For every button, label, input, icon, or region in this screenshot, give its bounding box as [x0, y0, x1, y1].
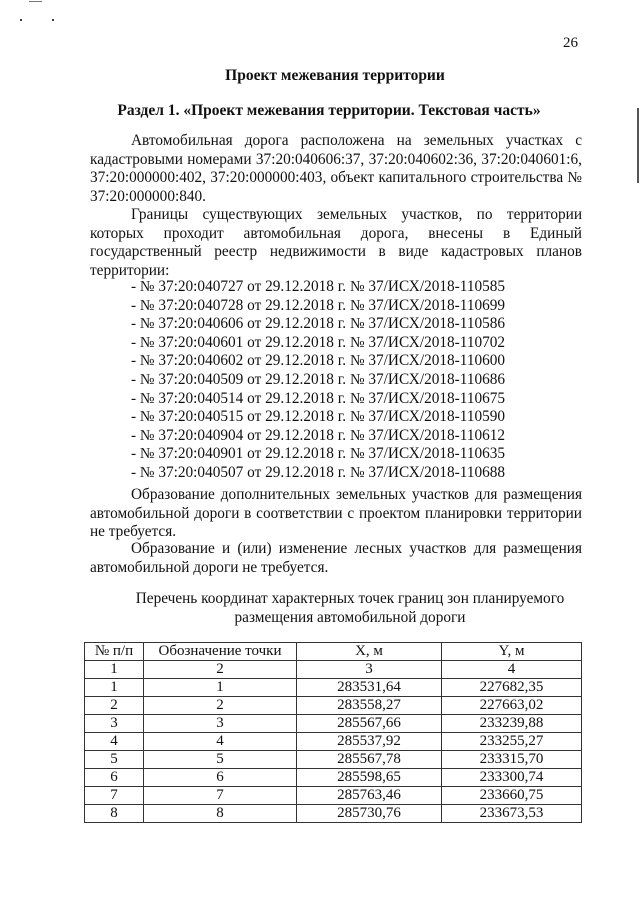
column-number-cell: 1 [85, 661, 144, 679]
paragraph-text: Границы существующих земельных участков, по территории которых проходит автомобильная дорога, внесены в Единый государственный реестр недвижимости в виде кадастровых планов территории: [90, 206, 582, 279]
cell-y: 227682,35 [442, 679, 582, 697]
cell-y: 233660,75 [442, 787, 582, 805]
cell-point: 2 [144, 697, 297, 715]
cell-point: 4 [144, 733, 297, 751]
scan-artifact-line [29, 1, 42, 2]
cell-y: 233300,74 [442, 769, 582, 787]
section-title: Раздел 1. «Проект межевания территории. Текстовая часть» [117, 102, 541, 119]
table-row [85, 697, 582, 715]
table-row [85, 805, 582, 823]
coordinates-table [84, 642, 582, 823]
cell-x: 285537,92 [297, 733, 442, 751]
cell-point: 1 [144, 679, 297, 697]
header-cell: № п/п [85, 643, 144, 661]
cell-y: 227663,02 [442, 697, 582, 715]
cell-x: 285567,66 [297, 715, 442, 733]
paragraph-boundaries [90, 206, 582, 280]
cell-x: 285730,76 [297, 805, 442, 823]
list-item: - № 37:20:040606 от 29.12.2018 г. № 37/ИСХ/2018-110586 [131, 315, 506, 333]
caption-line: Перечень координат характерных точек границ зон планируемого [135, 590, 565, 607]
cell-x: 285763,46 [297, 787, 442, 805]
list-item: - № 37:20:040904 от 29.12.2018 г. № 37/ИСХ/2018-110612 [131, 426, 506, 444]
cell-x: 283531,64 [297, 679, 442, 697]
table-row [85, 679, 582, 697]
scan-artifact-dot [20, 19, 22, 21]
cell-index: 3 [85, 715, 144, 733]
cell-y: 233255,27 [442, 733, 582, 751]
paragraph-road-location [90, 132, 582, 206]
paragraph-forest-plots [90, 540, 582, 577]
caption-line: размещения автомобильной дороги [234, 608, 466, 626]
document-title: Проект межевания территории [225, 67, 445, 84]
list-item: - № 37:20:040509 от 29.12.2018 г. № 37/ИСХ/2018-110686 [131, 370, 506, 388]
cell-index: 1 [85, 679, 144, 697]
list-item: - № 37:20:040507 от 29.12.2018 г. № 37/ИСХ/2018-110688 [131, 463, 506, 481]
list-item: - № 37:20:040602 от 29.12.2018 г. № 37/ИСХ/2018-110600 [131, 352, 506, 370]
cell-point: 7 [144, 787, 297, 805]
cell-index: 4 [85, 733, 144, 751]
cell-x: 285598,65 [297, 769, 442, 787]
cell-point: 8 [144, 805, 297, 823]
table-row [85, 769, 582, 787]
scan-artifact-dot [52, 19, 54, 21]
cell-y: 233315,70 [442, 751, 582, 769]
cell-y: 233673,53 [442, 805, 582, 823]
list-item: - № 37:20:040514 от 29.12.2018 г. № 37/ИСХ/2018-110675 [131, 389, 506, 407]
cell-index: 2 [85, 697, 144, 715]
list-item: - № 37:20:040601 от 29.12.2018 г. № 37/ИСХ/2018-110702 [131, 333, 506, 351]
paragraph-text: Образование дополнительных земельных участков для размещения автомобильной дороги в соответствии с проектом планировки территории не требуется. [90, 486, 582, 541]
page-number: 26 [563, 35, 578, 51]
cell-index: 6 [85, 769, 144, 787]
header-cell: X, м [297, 643, 442, 661]
table-row [85, 715, 582, 733]
list-item: - № 37:20:040515 от 29.12.2018 г. № 37/ИСХ/2018-110590 [131, 408, 506, 426]
cell-x: 285567,78 [297, 751, 442, 769]
paragraph-text: Образование и (или) изменение лесных участков для размещения автомобильной дороги не требуется. [90, 540, 582, 576]
table-row [85, 751, 582, 769]
cell-point: 3 [144, 715, 297, 733]
list-item: - № 37:20:040901 от 29.12.2018 г. № 37/ИСХ/2018-110635 [131, 445, 506, 463]
column-number-row [85, 661, 582, 679]
cell-y: 233239,88 [442, 715, 582, 733]
paragraph-additional-plots [90, 486, 582, 542]
column-number-cell: 4 [442, 661, 582, 679]
cell-index: 7 [85, 787, 144, 805]
list-item: - № 37:20:040728 от 29.12.2018 г. № 37/ИСХ/2018-110699 [131, 296, 506, 314]
table-caption [120, 590, 580, 627]
column-number-cell: 2 [144, 661, 297, 679]
paragraph-text: Автомобильная дорога расположена на земельных участках с кадастровыми номерами 37:20:040606:37, 37:20:040602:36, 37:20:040601:6, 37:20:000000:402, 37:20:000000:403, объект капитального строительства № 37:20:000000:840. [90, 132, 582, 205]
table-header-row [85, 643, 582, 661]
table-row [85, 733, 582, 751]
header-cell: Y, м [442, 643, 582, 661]
table-row [85, 787, 582, 805]
cell-index: 5 [85, 751, 144, 769]
cell-x: 283558,27 [297, 697, 442, 715]
cadastral-plan-list [131, 278, 505, 483]
cell-index: 8 [85, 805, 144, 823]
cell-point: 5 [144, 751, 297, 769]
column-number-cell: 3 [297, 661, 442, 679]
header-cell: Обозначение точки [144, 643, 297, 661]
list-item: - № 37:20:040727 от 29.12.2018 г. № 37/ИСХ/2018-110585 [131, 278, 506, 295]
cell-point: 6 [144, 769, 297, 787]
